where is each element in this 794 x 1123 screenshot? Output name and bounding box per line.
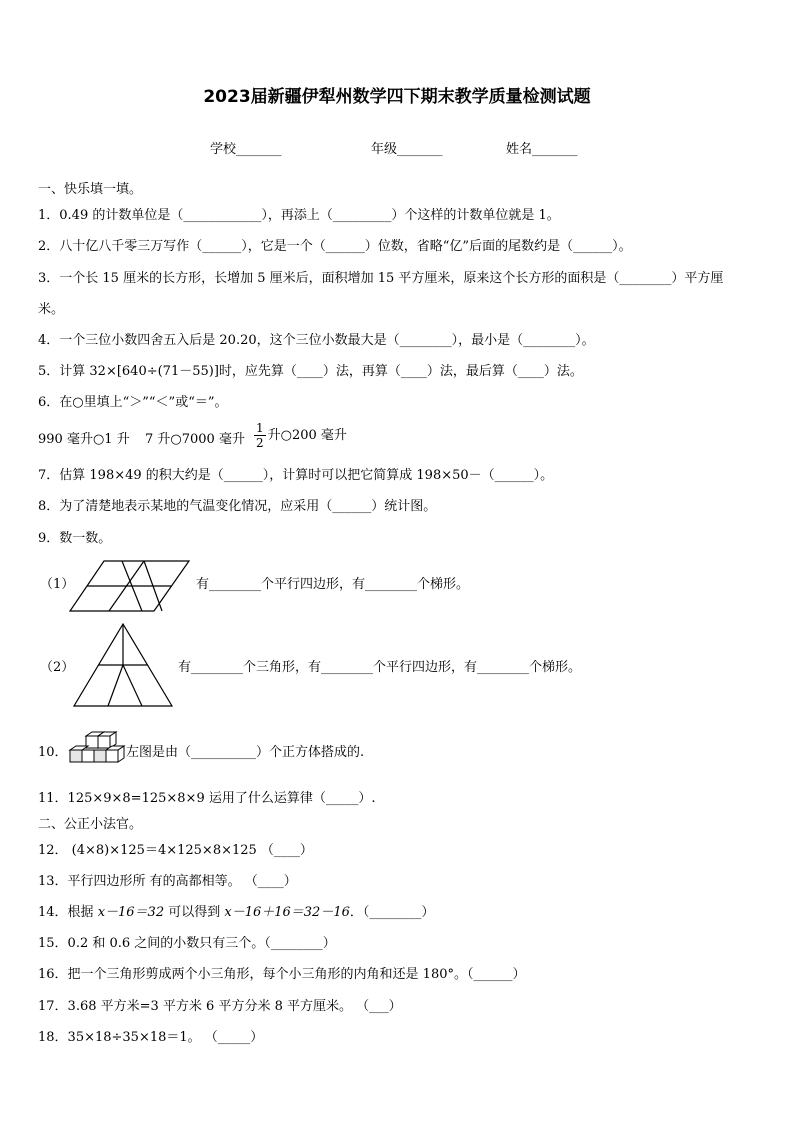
question-16: 16．把一个三角形剪成两个小三角形，每个小三角形的内角和还是 180°。（______）	[38, 967, 526, 982]
question-9-2-label: （2）	[40, 660, 75, 675]
question-6-item-c-text: 升○200 毫升	[267, 428, 347, 443]
section-2-heading: 二、公正小法官。	[38, 817, 143, 832]
question-17: 17．3.68 平方米=3 平方米 6 平方分米 8 平方厘米。 （___）	[38, 999, 402, 1014]
question-15: 15．0.2 和 0.6 之间的小数只有三个。（________）	[38, 936, 336, 951]
question-11: 11．125×9×8=125×8×9 运用了什么运算律（_____）.	[38, 791, 376, 806]
fraction-denominator: 2	[256, 436, 264, 450]
question-13: 13．平行四边形所 有的高都相等。 （____）	[38, 874, 297, 889]
triangle-figure	[72, 622, 174, 708]
question-4: 4．一个三位小数四舍五入后是 20.20，这个三位小数最大是（________），最小是（________）。	[38, 333, 595, 348]
question-6-item-b: 7 升○7000 毫升	[145, 432, 245, 447]
question-14-mid: 可以得到	[164, 905, 225, 920]
question-9-2-text: 有________个三角形，有________个平行四边形，有________个梯形。	[178, 660, 582, 675]
question-6-item-c	[252, 421, 347, 450]
fraction-one-half	[254, 421, 266, 450]
page-title: 2023届新疆伊犁州数学四下期末教学质量检测试题	[203, 87, 591, 107]
question-2: 2．八十亿八千零三万写作（______），它是一个（______）位数，省略“亿”后面的尾数约是（______）。	[38, 239, 632, 254]
question-10-text: 左图是由（__________）个正方体搭成的.	[126, 745, 365, 760]
name-field: 姓名_______	[506, 142, 578, 157]
question-12: 12． (4×8)×125＝4×125×8×125 （____）	[38, 843, 313, 858]
question-6: 6．在○里填上“＞”“＜”或“＝”。	[38, 395, 228, 410]
question-14-equation-1: x－16＝32	[97, 905, 165, 920]
question-10-number: 10．	[38, 745, 68, 760]
fraction-numerator: 1	[256, 421, 264, 435]
question-14	[38, 904, 434, 922]
question-14-pre: 14．根据	[38, 905, 98, 920]
question-18: 18．35×18÷35×18＝1。 （_____）	[38, 1030, 264, 1045]
question-8: 8．为了清楚地表示某地的气温变化情况，应采用（______）统计图。	[38, 499, 437, 514]
question-6-item-a: 990 毫升○1 升	[38, 432, 130, 447]
school-field: 学校_______	[210, 142, 282, 157]
question-3-line1: 3．一个长 15 厘米的长方形，长增加 5 厘米后，面积增加 15 平方厘米，原来这个长方形的面积是（________）平方厘	[38, 271, 724, 286]
question-9: 9．数一数。	[38, 531, 112, 546]
cube-stack-figure	[64, 730, 126, 772]
question-3-line2: 米。	[38, 302, 65, 317]
question-7: 7．估算 198×49 的积大约是（______），计算时可以把它简算成 198×50－（______）。	[38, 468, 554, 483]
grade-field: 年级_______	[371, 142, 443, 157]
question-9-1-label: （1）	[40, 577, 75, 592]
question-1: 1．0.49 的计数单位是（____________），再添上（_________）个这样的计数单位就是 1。	[38, 208, 560, 223]
parallelogram-figure	[68, 558, 192, 614]
section-1-heading: 一、快乐填一填。	[38, 182, 143, 197]
question-14-equation-2: x－16＋16＝32－16	[224, 905, 350, 920]
question-9-1-text: 有________个平行四边形，有________个梯形。	[196, 577, 470, 592]
question-5: 5．计算 32×[640÷(71－55)]时，应先算（____）法，再算（____）法，最后算（____）法。	[38, 364, 583, 379]
question-14-post: ．（________）	[349, 905, 435, 920]
